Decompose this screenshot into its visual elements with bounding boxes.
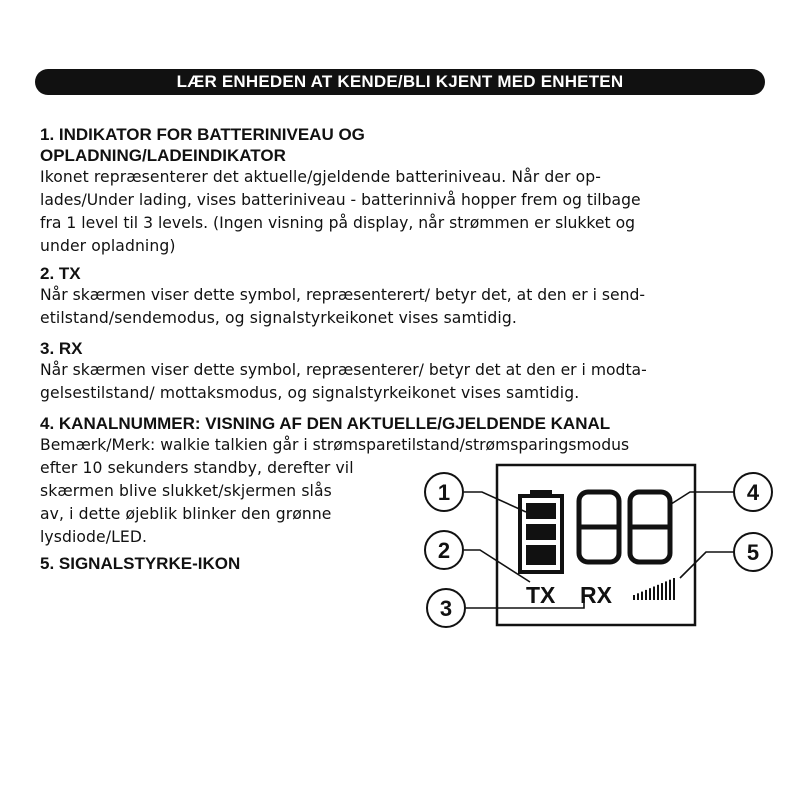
signal-bar <box>649 588 651 600</box>
section-4-line: skærmen blive slukket/skjermen slås <box>40 482 332 500</box>
section-4-line: lysdiode/LED. <box>40 528 148 546</box>
signal-bar <box>637 593 639 600</box>
callout-1 <box>425 473 463 511</box>
section-4-line: efter 10 sekunders standby, derefter vil <box>40 459 354 477</box>
section-1-heading: 1. INDIKATOR FOR BATTERINIVEAU OG <box>40 125 365 144</box>
section-3-line: Når skærmen viser dette symbol, repræsenterer/ betyr det at den er i modta- <box>40 361 647 379</box>
svg-text:5: 5 <box>746 540 760 565</box>
svg-text:3: 3 <box>439 596 453 621</box>
signal-bar <box>641 592 643 600</box>
callout-3 <box>427 589 465 627</box>
section-4-line: Bemærk/Merk: walkie talkien går i strømsparetilstand/strømsparingsmodus <box>40 436 630 454</box>
section-2-line: Når skærmen viser dette symbol, repræsenterert/ betyr det, at den er i send- <box>40 286 646 304</box>
svg-text:2: 2 <box>437 538 451 563</box>
section-4-line: av, i dette øjeblik blinker den grønne <box>40 505 332 523</box>
section-4-heading: 4. KANALNUMMER: VISNING AF DEN AKTUELLE/GJELDENDE KANAL <box>40 414 611 433</box>
section-1-line: Ikonet repræsenterer det aktuelle/gjeldende batteriniveau. Når der op- <box>40 168 601 186</box>
svg-text:4: 4 <box>746 480 760 505</box>
section-1-line: lades/Under lading, vises batteriniveau - batterinnivå hopper frem og tilbage <box>40 191 641 209</box>
section-3-line: gelsestilstand/ mottaksmodus, og signalstyrkeikonet vises samtidig. <box>40 384 580 402</box>
section-1-line: under opladning) <box>40 237 176 255</box>
tx-label: TX <box>526 582 556 608</box>
signal-bar <box>645 590 647 600</box>
signal-bar <box>673 578 675 600</box>
section-2-heading: 2. TX <box>40 264 81 283</box>
signal-bar <box>669 580 671 600</box>
section-1-heading-2: OPLADNING/LADEINDIKATOR <box>40 146 286 165</box>
section-banner: LÆR ENHEDEN AT KENDE/BLI KJENT MED ENHETEN <box>35 69 765 95</box>
section-5-heading: 5. SIGNALSTYRKE-IKON <box>40 554 241 573</box>
rx-label: RX <box>580 582 612 608</box>
section-3-heading: 3. RX <box>40 339 83 358</box>
section-1-line: fra 1 level til 3 levels. (Ingen visning på display, når strømmen er slukket og <box>40 214 636 232</box>
signal-bar <box>665 581 667 600</box>
signal-bar <box>633 595 635 600</box>
callout-5 <box>734 533 772 571</box>
signal-bar <box>657 585 659 600</box>
callout-4 <box>734 473 772 511</box>
battery-icon <box>520 490 562 572</box>
signal-bar <box>661 583 663 600</box>
callout-2 <box>425 531 463 569</box>
svg-text:1: 1 <box>437 480 451 505</box>
signal-bar <box>653 587 655 601</box>
section-2-line: etilstand/sendemodus, og signalstyrkeikonet vises samtidig. <box>40 309 517 327</box>
